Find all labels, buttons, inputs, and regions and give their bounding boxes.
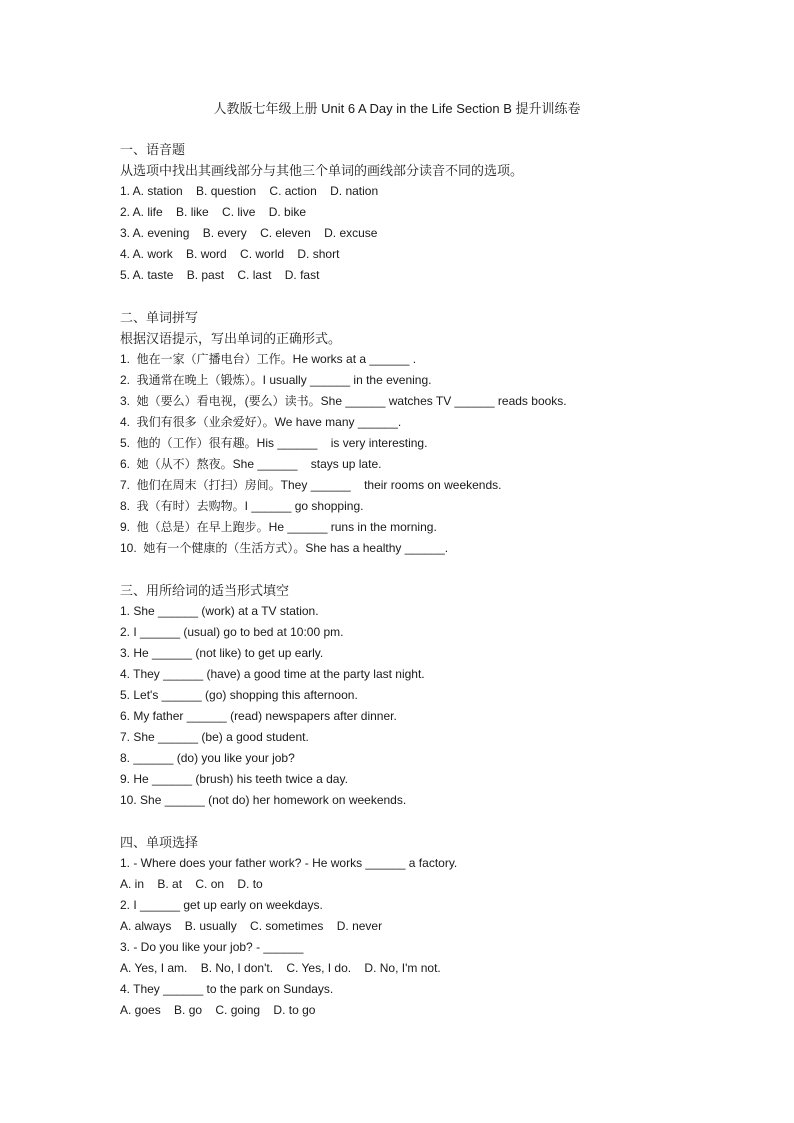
question-line: 8. 我（有时）去购物。I ______ go shopping. xyxy=(120,499,364,513)
question-line: 2. I ______ (usual) go to bed at 10:00 pm. xyxy=(120,625,344,639)
question-line: 3. - Do you like your job? - ______ xyxy=(120,940,304,954)
section-instruction: 从选项中找出其画线部分与其他三个单词的画线部分读音不同的选项。 xyxy=(120,163,524,178)
section-spacer xyxy=(120,286,760,307)
question-line: 1. A. station B. question C. action D. nation xyxy=(120,184,379,198)
question-line: 6. 她（从不）熬夜。She ______ stays up late. xyxy=(120,457,382,471)
question-line: 3. A. evening B. every C. eleven D. excuse xyxy=(120,226,378,240)
option-line: A. in B. at C. on D. to xyxy=(120,877,263,891)
section-heading: 四、单项选择 xyxy=(120,835,199,850)
section-heading: 二、单词拼写 xyxy=(120,310,199,325)
section-spacer xyxy=(120,811,760,832)
question-line: 7. 他们在周末（打扫）房间。They ______ their rooms on weekends. xyxy=(120,478,502,492)
question-line: 10. 她有一个健康的（生活方式）。She has a healthy ______. xyxy=(120,541,449,555)
question-line: 4. 我们有很多（业余爱好）。We have many ______. xyxy=(120,415,402,429)
section-multiple-choice xyxy=(120,832,760,1021)
question-line: 2. 我通常在晚上（锻炼）。I usually ______ in the evening. xyxy=(120,373,432,387)
section-spacer xyxy=(120,559,760,580)
question-line: 9. He ______ (brush) his teeth twice a day. xyxy=(120,772,348,786)
question-line: 4. They ______ to the park on Sundays. xyxy=(120,982,334,996)
question-line: 9. 他（总是）在早上跑步。He ______ runs in the morning. xyxy=(120,520,437,534)
section-phonetics xyxy=(120,139,760,286)
question-line: 6. My father ______ (read) newspapers after dinner. xyxy=(120,709,397,723)
question-line: 3. He ______ (not like) to get up early. xyxy=(120,646,324,660)
question-line: 5. 他的（工作）很有趣。His ______ is very interesting. xyxy=(120,436,428,450)
question-line: 5. Let's ______ (go) shopping this afternoon. xyxy=(120,688,358,702)
section-heading: 一、语音题 xyxy=(120,142,186,157)
question-line: 2. I ______ get up early on weekdays. xyxy=(120,898,323,912)
section-instruction: 根据汉语提示，写出单词的正确形式。 xyxy=(120,331,342,346)
section-heading: 三、用所给词的适当形式填空 xyxy=(120,583,290,598)
section-spelling xyxy=(120,307,760,559)
question-line: 1. She ______ (work) at a TV station. xyxy=(120,604,319,618)
document-body xyxy=(120,139,760,1021)
document-title: 人教版七年级上册 Unit 6 A Day in the Life Section B 提升训练卷 xyxy=(213,101,581,116)
option-line: A. goes B. go C. going D. to go xyxy=(120,1003,316,1017)
question-line: 7. She ______ (be) a good student. xyxy=(120,730,309,744)
question-line: 10. She ______ (not do) her homework on weekends. xyxy=(120,793,407,807)
question-line: 4. A. work B. word C. world D. short xyxy=(120,247,340,261)
question-line: 8. ______ (do) you like your job? xyxy=(120,751,295,765)
question-line: 1. 他在一家（广播电台）工作。He works at a ______ . xyxy=(120,352,417,366)
question-line: 4. They ______ (have) a good time at the party last night. xyxy=(120,667,425,681)
question-line: 3. 她（要么）看电视，(要么）读书。She ______ watches TV ______ reads books. xyxy=(120,394,567,408)
option-line: A. always B. usually C. sometimes D. never xyxy=(120,919,383,933)
question-line: 2. A. life B. like C. live D. bike xyxy=(120,205,307,219)
question-line: 5. A. taste B. past C. last D. fast xyxy=(120,268,320,282)
question-line: 1. - Where does your father work? - He works ______ a factory. xyxy=(120,856,458,870)
option-line: A. Yes, I am. B. No, I don't. C. Yes, I do. D. No, I'm not. xyxy=(120,961,441,975)
section-word-forms xyxy=(120,580,760,811)
